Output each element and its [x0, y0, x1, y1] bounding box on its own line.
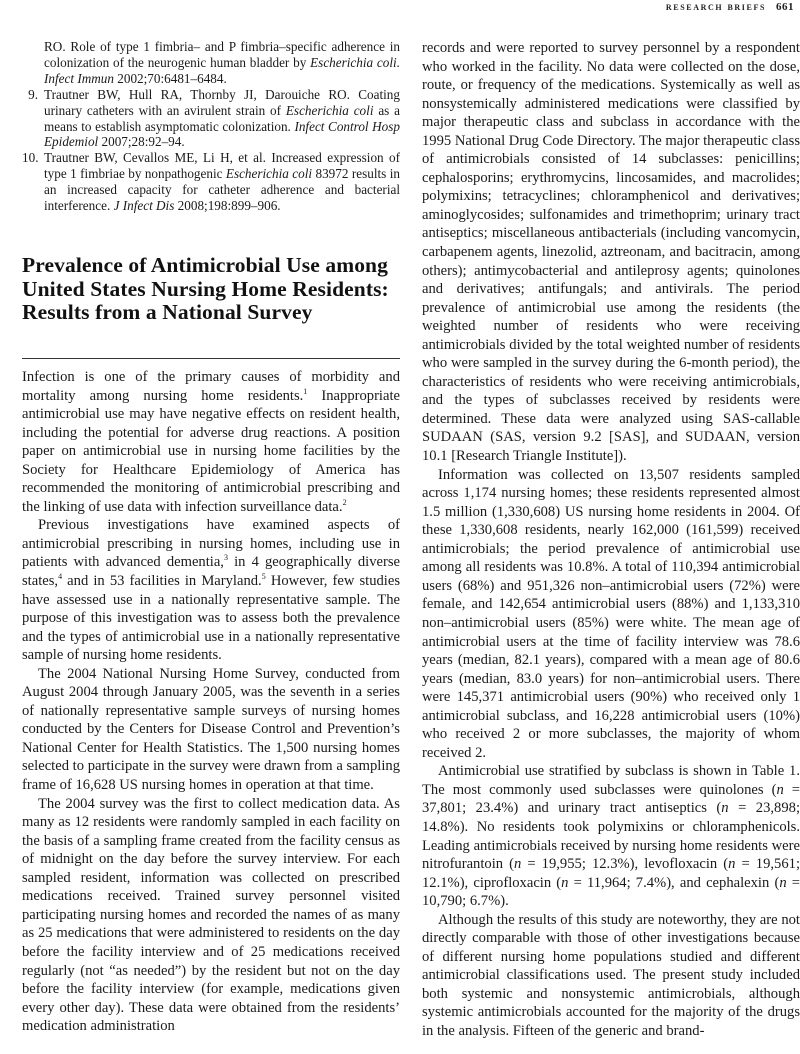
title-divider: [22, 358, 400, 359]
citation-superscript: 1: [303, 386, 308, 396]
body-column-right: [422, 39, 800, 1041]
reference-text: RO. Role of type 1 fimbria– and P fimbria–specific adherence in colonization of the neurogenic human bladder by Escherichia coli. Infect Immun 2002;70:6481–6484.: [44, 39, 400, 86]
reference-number: 10.: [22, 150, 39, 166]
italic-text: n: [779, 874, 787, 891]
body-paragraph: Antimicrobial use stratified by subclass is shown in Table 1. The most commonly used subclasses were quinolones (n = 37,801; 23.4%) and urinary tract antiseptics (n = 23,898; 14.8%). No residents took polymixins or chloramphenicols. Leading antimicrobials received by nursing home residents were nitrofurantoin (n = 19,955; 12.3%), levofloxacin (n = 19,561; 12.1%), ciprofloxacin (n = 11,964; 7.4%), and cephalexin (n = 10,790; 6.7%).: [422, 763, 800, 910]
italic-text: n: [561, 874, 569, 891]
body-paragraph: records and were reported to survey personnel by a respondent who worked in the facility. No data were collected on the dose, route, or frequency of the medications. Systemically as well as nonsystemically administered medications were classified by major therapeutic class and subclass in accordance with the 1995 National Drug Code Directory. The major therapeutic class of antimicrobials consisted of 14 subclasses: penicillins; cephalosporins; erythromycins, lincosamides, and macrolides; polymixins; tetracyclines; chloramphenicol and derivatives; aminoglycosides; sulfonamides and trimethoprim; urinary tract antiseptics; miscellaneous antibacterials (including vancomycin, carbapenem agents, linezolid, aztreonam, and bacitracin, among others); antimycobacterial and antileprosy agents; quinolones and derivatives; antifungals; and antivirals. The period prevalence of antimicrobial use among the residents (the weighted number of residents who were receiving antimicrobials divided by the total weighted number of residents who were sampled in the survey during the 6-month period), the characteristics of residents who were receiving antimicrobials, and the types of subclasses received by residents were determined. These data were analyzed using SAS-callable SUDAAN (SAS, version 9.2 [SAS], and SUDAAN, version 10.1 [Research Triangle Institute]).: [422, 40, 800, 465]
body-paragraph: Previous investigations have examined aspects of antimicrobial prescribing in nursing homes, including use in patients with advanced dementia,$^3$ in 4 geographically diverse states,$^4$ and in 53 facilities in Maryland.$^5$ However, few studies have assessed use in a nationally representative sample. The purpose of this investigation was to assess both the prevalence and the types of antimicrobial use in a nationally representative sample of nursing home residents.: [22, 517, 400, 664]
citation-superscript: 2: [342, 497, 347, 507]
citation-superscript: 5: [261, 572, 266, 582]
body-paragraph: The 2004 survey was the first to collect medication data. As many as 12 residents were randomly sampled in each facility on the basis of a sampling frame created from the facility census as of midnight on the day before the survey interview. For each sampled resident, information was collected on prescribed medications received. Trained survey personnel visited participating nursing homes and recorded the names of as many as 25 medications that were administered to residents on the day before the facility interview and of 25 medications received regularly (not “as needed”) by the resident but not on the day before the facility interview (for example, medications given every other day). These data were obtained from the residents’ medication administration: [22, 795, 400, 1035]
body-paragraph: The 2004 National Nursing Home Survey, conducted from August 2004 through January 2005, was the seventh in a series of nationally representative sample surveys of nursing homes conducted by the Centers for Disease Control and Prevention’s National Center for Health Statistics. The 1,500 nursing homes selected to participate in the survey were drawn from a sampling frame of 16,628 US nursing homes in operation at that time.: [22, 665, 400, 794]
italic-text: J Infect Dis: [113, 198, 175, 214]
italic-text: Escherichia coli: [285, 102, 374, 118]
running-head-title: research briefs: [665, 1, 766, 13]
body-paragraph: Information was collected on 13,507 residents sampled across 1,174 nursing homes; these residents represented almost 1.5 million (1,330,608) US nursing home residents in 2004. Of these 1,330,608 residents, nearly 162,000 (161,599) received antimicrobials; the period prevalence of antimicrobial use among all residents was 10.8%. A total of 110,394 antimicrobial users (68%) and 951,326 non–antimicrobial users (72%) were female, and 142,654 antimicrobial users (88%) and 1,133,310 non–antimicrobial users (85%) were white. The mean age of antimicrobial users at the time of facility interview was 78.6 years (median, 82.1 years), compared with a mean age of 80.6 years (median, 83.0 years) for non–antimicrobial users. There were 145,371 antimicrobial users (90%) who received only 1 antimicrobial subclass, and 16,228 antimicrobial users (10%) who received 2 or more subclasses, the majority of whom received 2.: [422, 466, 800, 761]
body-paragraph: Infection is one of the primary causes of morbidity and mortality among nursing home residents.$^1$ Inappropriate antimicrobial use may have negative effects on resident health, including the potential for adverse drug reactions. A position paper on antimicrobial use in nursing home facilities by the Society for Healthcare Epidemiology of America has recommended the monitoring of antimicrobial prescribing and the linking of use data with infection surveillance data.$^2$: [22, 369, 400, 515]
body-paragraph: Although the results of this study are noteworthy, they are not directly comparable with those of other investigations because of different nursing home populations studied and different antimicrobial classifications used. The present study included both systemic and nonsystemic antimicrobials, although systemic antimicrobials accounted for the majority of the drugs in the analysis. Fifteen of the generic and brand-: [422, 911, 800, 1039]
citation-superscript: 4: [58, 572, 63, 582]
reference-item: [22, 150, 400, 214]
italic-text: n: [514, 856, 522, 873]
citation-superscript: 3: [223, 553, 228, 563]
italic-text: Escherichia coli. Infect Immun: [44, 54, 400, 86]
article-title: Prevalence of Antimicrobial Use among United States Nursing Home Residents: Results from a National Survey: [22, 253, 389, 324]
reference-item: [22, 39, 400, 87]
page-number: 661: [776, 1, 794, 13]
running-head: [666, 0, 794, 14]
reference-text: Trautner BW, Hull RA, Thornby JI, Darouiche RO. Coating urinary catheters with an avirulent strain of Escherichia coli as a means to establish asymptomatic colonization. Infect Control Hosp Epidemiol 2007;28:92–94.: [44, 86, 401, 150]
italic-text: n: [776, 781, 784, 798]
reference-item: [22, 87, 400, 151]
reference-text: Trautner BW, Cevallos ME, Li H, et al. Increased expression of type 1 fimbriae by nonpathogenic Escherichia coli 83972 results in an increased capacity for catheter adherence and bacterial interference. J Infect Dis 2008;198:899–906.: [44, 150, 400, 214]
italic-text: n: [721, 800, 729, 817]
italic-text: Escherichia coli: [225, 166, 313, 182]
italic-text: Infect Control Hosp Epidemiol: [44, 118, 400, 150]
reference-number: 9.: [28, 86, 38, 102]
body-column-left: [22, 368, 400, 1036]
reference-list: [22, 39, 400, 214]
italic-text: n: [728, 856, 736, 873]
